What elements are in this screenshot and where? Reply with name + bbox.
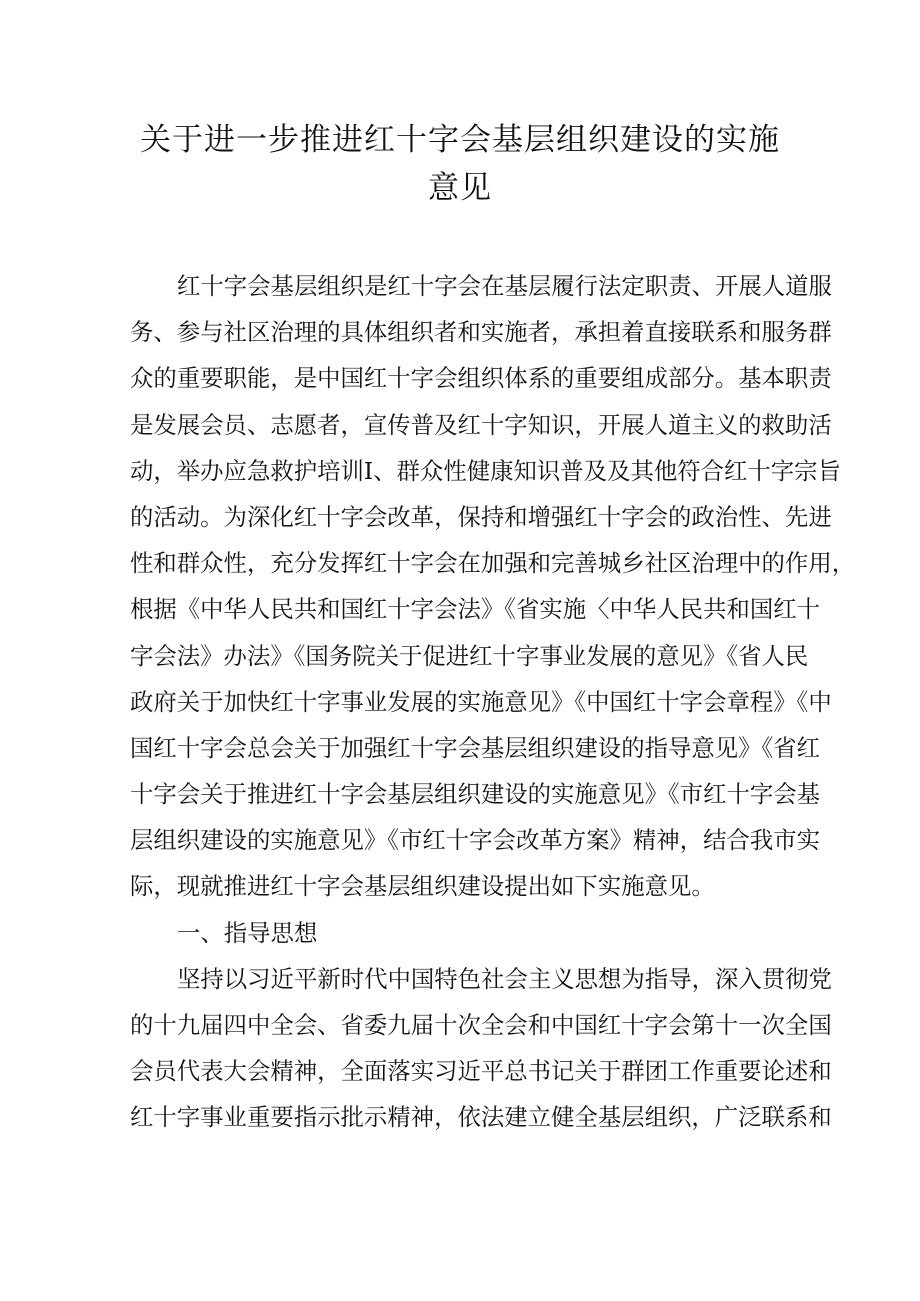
intro-line: 根据《中华人民共和国红十字会法》《省实施〈中华人民共和国红十 [130,595,821,624]
section1-line: 会员代表大会精神，全面落实习近平总书记关于群团工作重要论述和 [130,1057,832,1086]
document-title-line-2: 意见 [428,170,492,206]
intro-line: 际，现就推进红十字会基层组织建设提出如下实施意见。 [130,872,715,901]
intro-line: 红十字会基层组织是红十字会在基层履行法定职责、开展人道服 [177,272,832,300]
intro-line: 众的重要职能，是中国红十字会组织体系的重要组成部分。基本职责 [130,364,832,393]
intro-line: 层组织建设的实施意见》《市红十字会改革方案》精神，结合我市实 [130,826,821,855]
intro-line: 的活动。为深化红十字会改革，保持和增强红十字会的政治性、先进 [130,502,832,531]
document-title-line-1: 关于进一步推进红十字会基层组织建设的实施 [140,122,780,158]
section1-line: 坚持以习近平新时代中国特色社会主义思想为指导，深入贯彻党 [177,964,832,993]
section1-line: 红十字事业重要指示批示精神，依法建立健全基层组织，广泛联系和 [130,1103,832,1132]
intro-line: 动，举办应急救护培训Ⅰ、群众性健康知识普及及其他符合红十字宗旨 [130,456,841,485]
intro-line: 政府关于加快红十字事业发展的实施意见》《中国红十字会章程》《中 [130,687,832,716]
intro-line: 十字会关于推进红十字会基层组织建设的实施意见》《市红十字会基 [130,780,821,809]
section-heading: 一、指导思想 [177,918,318,947]
intro-line: 务、参与社区治理的具体组织者和实施者，承担着直接联系和服务群 [130,318,832,347]
intro-line: 字会法》办法》《国务院关于促进红十字事业发展的意见》《省人民 [130,641,809,670]
section1-line: 的十九届四中全会、省委九届十次全会和中国红十字会第十一次全国 [130,1011,832,1039]
intro-line: 是发展会员、志愿者，宣传普及红十字知识，开展人道主义的救助活 [130,410,832,439]
intro-paragraph [130,263,856,1141]
intro-line: 国红十字会总会关于加强红十字会基层组织建设的指导意见》《省红 [130,733,821,762]
intro-line: 性和群众性，充分发挥红十字会在加强和完善城乡社区治理中的作用， [130,549,856,578]
